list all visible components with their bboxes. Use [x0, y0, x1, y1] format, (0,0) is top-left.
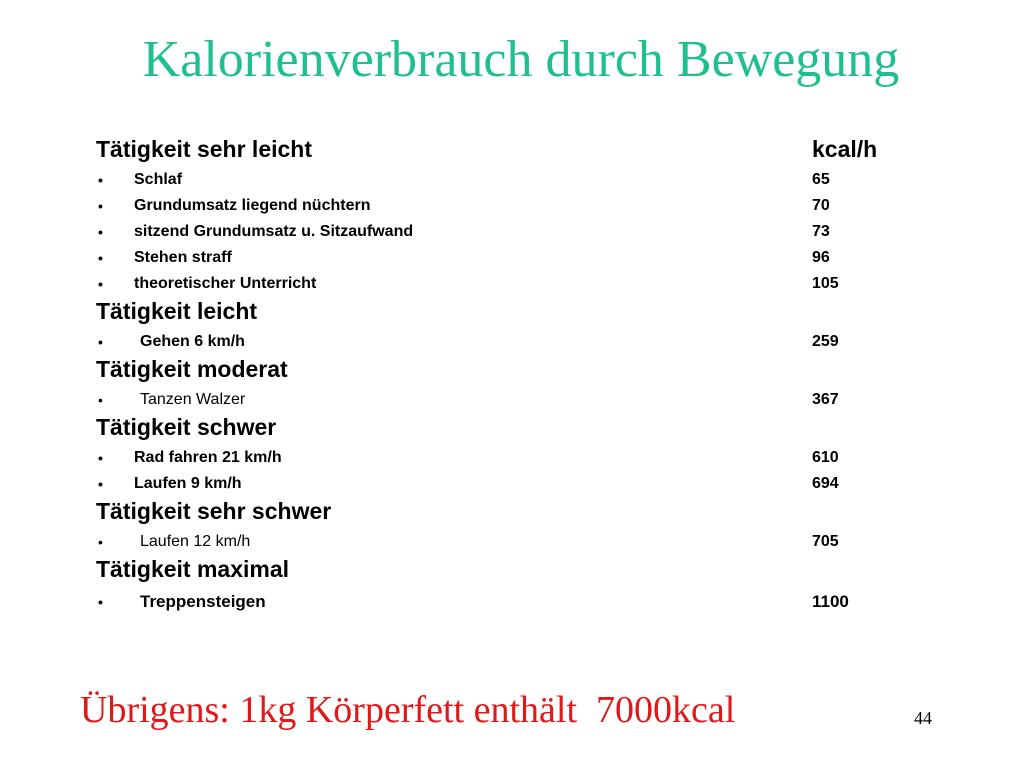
item-label: Gehen 6 km/h [140, 333, 245, 350]
item-label: sitzend Grundumsatz u. Sitzaufwand [134, 223, 414, 240]
list-item [96, 271, 916, 297]
item-value: 73 [812, 223, 830, 240]
bullet-icon: • [98, 276, 103, 292]
category-name: Tätigkeit sehr leicht [96, 136, 313, 162]
category-heading [96, 555, 916, 587]
item-label: Laufen 12 km/h [140, 533, 251, 550]
list-item [96, 219, 916, 245]
item-label: Grundumsatz liegend nüchtern [134, 197, 371, 214]
item-label: Stehen straff [134, 249, 232, 266]
bullet-icon: • [98, 534, 103, 550]
category-name: Tätigkeit moderat [96, 356, 288, 382]
bullet-icon: • [98, 198, 103, 214]
item-value: 1100 [812, 592, 849, 611]
item-value: 96 [812, 249, 830, 266]
category-name: Tätigkeit maximal [96, 556, 290, 582]
item-label: Laufen 9 km/h [134, 475, 242, 492]
category-heading [96, 355, 916, 387]
slide-title: Kalorienverbrauch durch Bewegung [142, 31, 900, 88]
list-item [96, 471, 916, 497]
item-value: 105 [812, 275, 839, 292]
bullet-icon: • [98, 476, 103, 492]
list-item [96, 445, 916, 471]
item-label: Rad fahren 21 km/h [134, 449, 282, 466]
page-number: 44 [914, 708, 932, 728]
footer-note: Übrigens: 1kg Körperfett enthält 7000kcal [80, 689, 736, 731]
item-value: 610 [812, 449, 839, 466]
list-item [96, 529, 916, 555]
item-label: Tanzen Walzer [140, 391, 246, 408]
item-value: 70 [812, 197, 830, 214]
bullet-icon: • [98, 392, 103, 408]
item-value: 367 [812, 391, 839, 408]
list-item [96, 245, 916, 271]
item-value: 694 [812, 475, 839, 492]
category-name: Tätigkeit leicht [96, 298, 258, 324]
item-value: 259 [812, 333, 839, 350]
bullet-icon: • [98, 334, 103, 350]
item-value: 705 [812, 533, 839, 550]
category-heading [96, 297, 916, 329]
activity-list [96, 135, 916, 617]
category-name: Tätigkeit sehr schwer [96, 498, 332, 524]
bullet-icon: • [98, 450, 103, 466]
list-item [96, 387, 916, 413]
item-label: theoretischer Unterricht [134, 275, 317, 292]
list-item [96, 329, 916, 355]
unit-label: kcal/h [812, 136, 878, 162]
item-value: 65 [812, 171, 830, 188]
list-item [96, 193, 916, 219]
bullet-icon: • [98, 594, 103, 610]
list-item [96, 167, 916, 193]
bullet-icon: • [98, 172, 103, 188]
bullet-icon: • [98, 224, 103, 240]
category-heading [96, 413, 916, 445]
list-item [96, 587, 916, 617]
item-label: Schlaf [134, 171, 183, 188]
category-name: Tätigkeit schwer [96, 414, 277, 440]
category-heading [96, 497, 916, 529]
category-heading [96, 135, 916, 167]
bullet-icon: • [98, 250, 103, 266]
item-label: Treppensteigen [140, 592, 266, 611]
